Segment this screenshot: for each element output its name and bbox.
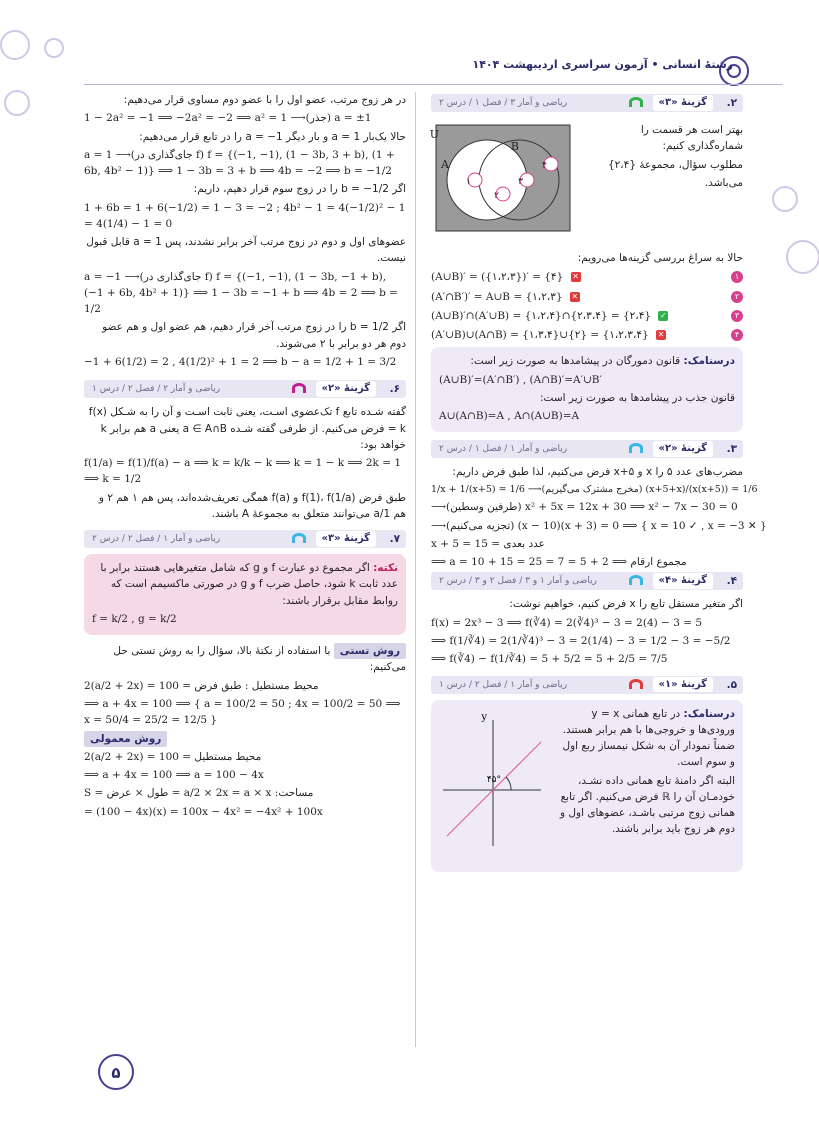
q2-venn-area bbox=[431, 118, 743, 250]
q7-eq-6: = (100 − 4x)(x) = 100x − 4x² = −4x² + 100x bbox=[84, 805, 323, 818]
axis-y-label: y bbox=[481, 711, 487, 723]
correct-mark-icon: ✓ bbox=[660, 310, 667, 320]
tip-tag: نکته: bbox=[373, 562, 398, 575]
difficulty-hard-icon bbox=[629, 679, 643, 689]
q3-eq-3: ⟶(تجزیه می‌کنیم) (x − 10)(x + 3) = 0 ⟹ { x = 10 ✓ , x = −3 ✕ } bbox=[431, 519, 767, 532]
difficulty-hard-icon bbox=[292, 383, 306, 393]
venn-label-u: U bbox=[429, 128, 439, 141]
q3-text: مضرب‌های عدد ۵ را x و x+۵ فرض می‌کنیم، لذا طبق فرض داریم: bbox=[452, 466, 743, 479]
q5-text-2: البته اگر دامنهٔ تابع همانی داده نشـد، خودمـان آن را ℝ فرض می‌کنیم. اگر تابع همانی زوج مرتبی باشـد، عضوهای اول و دوم هر زوج باید برابر باشند. bbox=[559, 774, 735, 836]
q5-lesson-box: درسنامک: در تابع همانی y = x ورودی‌ها و خروجی‌ها با هم برابر هستند. ضمناً نمودار آن به شکل نیمساز ربع اول و سوم است. البته اگر دامنهٔ تابع همانی داده نشـد، خودمـان آن را ℝ فرض می‌کنیم. اگر تابع همانی زوج مرتبی باشـد، عضوهای اول و دوم هر زوج باید برابر باشند. y ۴۵° bbox=[431, 700, 743, 872]
header-divider bbox=[84, 84, 783, 85]
left-eq-1: 1 − 2a² = −1 ⟹ −2a² = −2 ⟹ a² = 1 ⟶(جذر) a = ±1 bbox=[84, 112, 372, 125]
q6-text-1: گفته شـده تابع f تک‌عضوی اسـت، یعنی ثابت اسـت و آن را به شـکل f(x) = k فرض می‌کنیم. از طرفی گفته شـده a ∈ A∩B یعنی a هم برابر k خواهد بود: bbox=[88, 406, 406, 451]
q7-tip-box: نکته: اگر مجموع دو عبارت f و g که شامل متغیرهایی هستند برابر با عدد ثابت k شود، حاصل ضرب f و g در صورتی ماکسیمم است که روابط مقابل برقرار باشند: f = k/2 , g = k/2 bbox=[84, 554, 406, 635]
decor-circle bbox=[0, 30, 30, 60]
decor-circle bbox=[44, 38, 64, 58]
q2-option-1: ۱ (A∪B)′ = ({۱،۲،۳})′ = {۴} ✕ bbox=[431, 269, 743, 285]
difficulty-easy-icon bbox=[629, 97, 643, 107]
q3-eq-4: x + 5 = 15 = عدد بعدی bbox=[431, 537, 545, 550]
q6-eq-1: f(1/a) = f(1)/f(a) − a ⟹ k = k/k − k ⟹ k = 1 − k ⟹ 2k = 1 ⟹ k = 1/2 bbox=[84, 457, 402, 486]
page-title: رشتهٔ انسانی • آزمون سراسری اردیبهشت ۱۴۰۴ bbox=[472, 58, 733, 71]
venn-region-3: ۳ bbox=[518, 177, 523, 187]
q4-eq-1: f(x) = 2x³ − 3 ⟹ f(∛4) = 2(∛4)³ − 3 = 2(4) − 3 = 5 bbox=[431, 616, 703, 629]
left-eq-4: a = −1 ⟶(جای‌گذاری در f) f = {(−1, −1), (1 − 3b, −1 + b), (−1 + 6b, 4b² + 1)} ⟹ 1 − 3b = −1 + b ⟹ 4b = 2 ⟹ b = 1/2 bbox=[84, 270, 398, 316]
left-column: در هر زوج مرتب، عضو اول را با عضو دوم مساوی قرار می‌دهیم: 1 − 2a² = −1 ⟹ −2a² = −2 ⟹ a² = 1 ⟶(جذر) a = ±1 حالا یک‌بار a = 1 و بار دیگر a = −1 را در تابع قرار می‌دهیم: a = 1 ⟶(جای‌گذاری در f) f = {(−1, −1), (1 − 3b, 3 + b), (1 + 6b, 4b² − 1)} ⟹ 1 − 3b = 3 + b ⟹ 4b = −2 ⟹ b = −1/2 اگر b = −1/2 را در زوج سوم قرار دهیم، داریم: 1 + 6b = 1 + 6(−1/2) = 1 − 3 = −2 ; 4b² − 1 = 4(−1/2)² − 1 = 4(1/4) − 1 = 0 عضوهای اول و دوم در زوج مرتب آخر برابر نشدند، پس a = 1 قابل قبول نیست. a = −1 ⟶(جای‌گذاری در f) f = {(−1, −1), (1 − 3b, −1 + b), (−1 + 6b, 4b² + 1)} ⟹ 1 − 3b = −1 + b ⟹ 4b = 2 ⟹ b = 1/2 اگر b = 1/2 را در زوج مرتب آخر قرار دهیم، هم عضو اول و هم عضو دوم هر دو برابر با ۲ می‌شوند. −1 + 6(1/2) = 2 , 4(1/2)² + 1 = 2 ⟹ b − a = 1/2 + 1 = 3/2 ۶. گزینهٔ «۲» ریاضی و آمار ۲ / فصل ۲ / درس ۱ گفته شـده تابع f تک‌عضوی اسـت، یعنی ثابت اسـت و آن را به شـکل f(x) = k فرض می‌کنیم. از طرفی گفته شـده a ∈ A∩B یعنی a هم برابر k خواهد بود: f(1/a) = f(1)/f(a) − a ⟹ k = k/k − k ⟹ k = 1 − k ⟹ 2k = 1 ⟹ k = 1/2 طبق فرض f(1)، f(1/a) و f(a) همگی تعریف‌شده‌اند، پس هم ۱ هم ۲ و هم 1/a می‌توانند متعلق به مجموعهٔ A باشند. ۷. گزینهٔ «۳» ریاضی و آمار ۱ / فصل ۲ / درس ۲ نکته: اگر مجموع دو عبارت f و g که شامل متغیرهایی هستند برابر با عدد ثابت k شود، حاصل ضرب f و g در صورتی ماکسیمم است که روابط مقابل برقرار باشند: f = k/2 , g = k/2 روش تستی با استفاده از نکتهٔ بالا، سؤال را به روش تستی حل می‌کنیم: 2(a/2 + 2x) = 100 = محیط مستطیل : طبق فرض ⟹ a + 4x = 100 ⟹ { a = 100/2 = 50 ; 4x = 100/2 = 50 ⟹ x = 50/4 = 25/2 = 12/5 } روش معمولی 2(a/2 + 2x) = 100 = محیط مستطیل ⟹ a + 4x = 100 ⟹ a = 100 − 4x S = طول × عرض = a/2 × 2x = a × x :مساحت = (100 − 4x)(x) = 100x − 4x² = −4x² + 100x bbox=[84, 92, 406, 822]
source-reference: ریاضی و آمار ۳ / فصل ۱ / درس ۲ bbox=[439, 98, 568, 108]
q3-eq-2: ⟶(طرفین وسطین) x² + 5x = 12x + 30 ⟹ x² − 7x − 30 = 0 bbox=[431, 501, 738, 514]
q2-intro-text: بهتر است هر قسمت را شماره‌گذاری کنیم: bbox=[640, 124, 743, 153]
q4-text: اگر متغیر مستقل تابع را x فرض کنیم، خواهیم نوشت: bbox=[509, 598, 743, 611]
left-text-1: در هر زوج مرتب، عضو اول را با عضو دوم مساوی قرار می‌دهیم: bbox=[123, 94, 406, 106]
question-2-bar bbox=[431, 94, 743, 112]
venn-diagram bbox=[429, 124, 571, 232]
q4-eq-3: ⟹ f(∛4) − f(1/∛4) = 5 + 5/2 = 5 + 2/5 = 7/5 bbox=[431, 653, 668, 666]
page bbox=[14, 0, 819, 1138]
method-test: روش تستی bbox=[334, 643, 406, 659]
venn-label-a: A bbox=[441, 158, 449, 171]
q3-eq-5: ⟹ a = 10 + 15 = 25 = مجموع ارقام ⟹ 2 + 5 = 7 bbox=[431, 556, 687, 569]
page-number: ۵ bbox=[98, 1054, 134, 1090]
question-number: ۲. bbox=[726, 97, 737, 109]
demorgan-law: (A∪B)′=(A′∩B′) , (A∩B)′=A′∪B′ bbox=[439, 373, 602, 386]
q2-go-text: حالا به سراغ بررسی گزینه‌ها می‌رویم: bbox=[577, 252, 743, 264]
q7-eq-2: ⟹ a + 4x = 100 ⟹ { a = 100/2 = 50 ; 4x = 100/2 = 50 ⟹ x = 50/4 = 25/2 = 12/5 } bbox=[84, 697, 401, 727]
answer-choice: گزینهٔ «۳» bbox=[653, 95, 713, 111]
q2-option-2: ۲ (A′∩B′)′ = A∪B = {۱،۲،۳} ✕ bbox=[431, 289, 743, 305]
q7-fg: f = k/2 , g = k/2 bbox=[92, 612, 177, 625]
q7-eq-5: S = طول × عرض = a/2 × 2x = a × x :مساحت bbox=[84, 787, 314, 800]
question-6-bar: ۶. گزینهٔ «۲» ریاضی و آمار ۲ / فصل ۲ / درس ۱ bbox=[84, 380, 406, 398]
question-7-bar: ۷. گزینهٔ «۳» ریاضی و آمار ۱ / فصل ۲ / درس ۲ bbox=[84, 530, 406, 548]
venn-region-4: ۴ bbox=[542, 161, 547, 171]
q2-option-3: ۳ (A∪B)′∩(A′∪B) = {۱،۲،۴}∩{۲،۳،۴} = {۲،۴} ✓ bbox=[431, 308, 743, 324]
difficulty-medium-icon bbox=[629, 575, 643, 585]
q2-end-text: می‌باشد. bbox=[704, 176, 743, 189]
difficulty-medium-icon bbox=[292, 533, 306, 543]
lesson-tag: درسنامک: bbox=[683, 707, 735, 720]
right-column bbox=[429, 92, 767, 880]
q7-eq-3: 2(a/2 + 2x) = 100 = محیط مستطیل bbox=[84, 750, 262, 763]
q2-option-4: ۴ (A′∪B)∪(A∩B) = {۱،۳،۴}∪{۲} = {۱،۲،۳،۴} ✕ bbox=[431, 327, 743, 343]
method-normal: روش معمولی bbox=[84, 731, 167, 747]
wrong-mark-icon: ✕ bbox=[657, 330, 665, 340]
left-text-4: عضوهای اول و دوم در زوج مرتب آخر برابر نشدند، پس a = 1 قابل قبول نیست. bbox=[86, 236, 406, 265]
question-4-bar: ۴. گزینهٔ «۴» ریاضی و آمار ۱ و ۳ / فصل ۲ و ۳ / درس ۲ bbox=[431, 572, 743, 590]
question-5-bar: ۵. گزینهٔ «۱» ریاضی و آمار ۱ / فصل ۲ / درس ۱ bbox=[431, 676, 743, 694]
absorption-law: A∪(A∩B)=A , A∩(A∪B)=A bbox=[439, 410, 580, 423]
venn-region-1: ۱ bbox=[466, 177, 471, 187]
q2-intro bbox=[593, 122, 743, 193]
left-text-5: اگر b = 1/2 را در زوج مرتب آخر قرار دهیم، هم عضو اول و هم عضو دوم هر دو برابر با ۲ می‌شوند. bbox=[102, 321, 406, 350]
q7-eq-4: ⟹ a + 4x = 100 ⟹ a = 100 − 4x bbox=[84, 769, 264, 782]
q3-eq-1: 1/x + 1/(x+5) = 1/6 ⟶(مخرج مشترک می‌گیریم) (x+5+x)/(x(x+5)) = 1/6 bbox=[431, 483, 758, 495]
angle-label: ۴۵° bbox=[486, 774, 501, 785]
venn-region-2: ۲ bbox=[494, 191, 499, 201]
left-text-3: اگر b = −1/2 را در زوج سوم قرار دهیم، داریم: bbox=[193, 183, 406, 196]
q2-want-text: مطلوب سؤال، مجموعهٔ {۲،۴} bbox=[607, 158, 743, 171]
q7-eq-1: 2(a/2 + 2x) = 100 = محیط مستطیل : طبق فرض bbox=[84, 679, 319, 692]
wrong-mark-icon: ✕ bbox=[572, 272, 579, 282]
left-text-2: حالا یک‌بار a = 1 و بار دیگر a = −1 را در تابع قرار می‌دهیم: bbox=[139, 130, 406, 143]
left-eq-3: 1 + 6b = 1 + 6(−1/2) = 1 − 3 = −2 ; 4b² − 1 = 4(−1/2)² − 1 = 4(1/4) − 1 = 0 bbox=[84, 201, 406, 230]
venn-label-b: B bbox=[510, 140, 519, 153]
q6-text-2: طبق فرض f(1)، f(1/a) و f(a) همگی تعریف‌شده‌اند، پس هم ۱ هم ۲ و هم 1/a می‌توانند متعلق به مجموعهٔ A باشند. bbox=[98, 491, 406, 520]
left-eq-2: a = 1 ⟶(جای‌گذاری در f) f = {(−1, −1), (1 − 3b, 3 + b), (1 + 6b, 4b² − 1)} ⟹ 1 − 3b = 3 + b ⟹ 4b = −2 ⟹ b = −1/2 bbox=[84, 148, 395, 178]
identity-graph bbox=[437, 710, 547, 850]
lesson-tag: درسنامک: bbox=[683, 355, 735, 368]
difficulty-medium-icon bbox=[629, 443, 643, 453]
left-eq-5: −1 + 6(1/2) = 2 , 4(1/2)² + 1 = 2 ⟹ b − a = 1/2 + 1 = 3/2 bbox=[84, 355, 397, 368]
wrong-mark-icon: ✕ bbox=[571, 291, 579, 301]
decor-circle bbox=[4, 90, 30, 116]
decor-circle bbox=[772, 186, 798, 212]
absorption-title: قانون جذب در پیشامدها به صورت زیر است: bbox=[540, 391, 735, 404]
q2-lesson-box: درسنامک: قانون دمورگان در پیشامدها به صورت زیر است: (A∪B)′=(A′∩B′) , (A∩B)′=A′∪B′ قانون جذب در پیشامدها به صورت زیر است: A∪(A∩B)=A , A∩(A∪B)=A bbox=[431, 347, 743, 432]
q4-eq-2: ⟹ f(1/∛4) = 2(1/∛4)³ − 3 = 2(1/4) − 3 = 1/2 − 3 = −5/2 bbox=[431, 634, 731, 647]
column-divider bbox=[415, 92, 416, 1047]
decor-circle bbox=[786, 240, 819, 274]
question-3-bar: ۳. گزینهٔ «۲» ریاضی و آمار ۱ / فصل ۱ / درس ۲ bbox=[431, 440, 743, 458]
